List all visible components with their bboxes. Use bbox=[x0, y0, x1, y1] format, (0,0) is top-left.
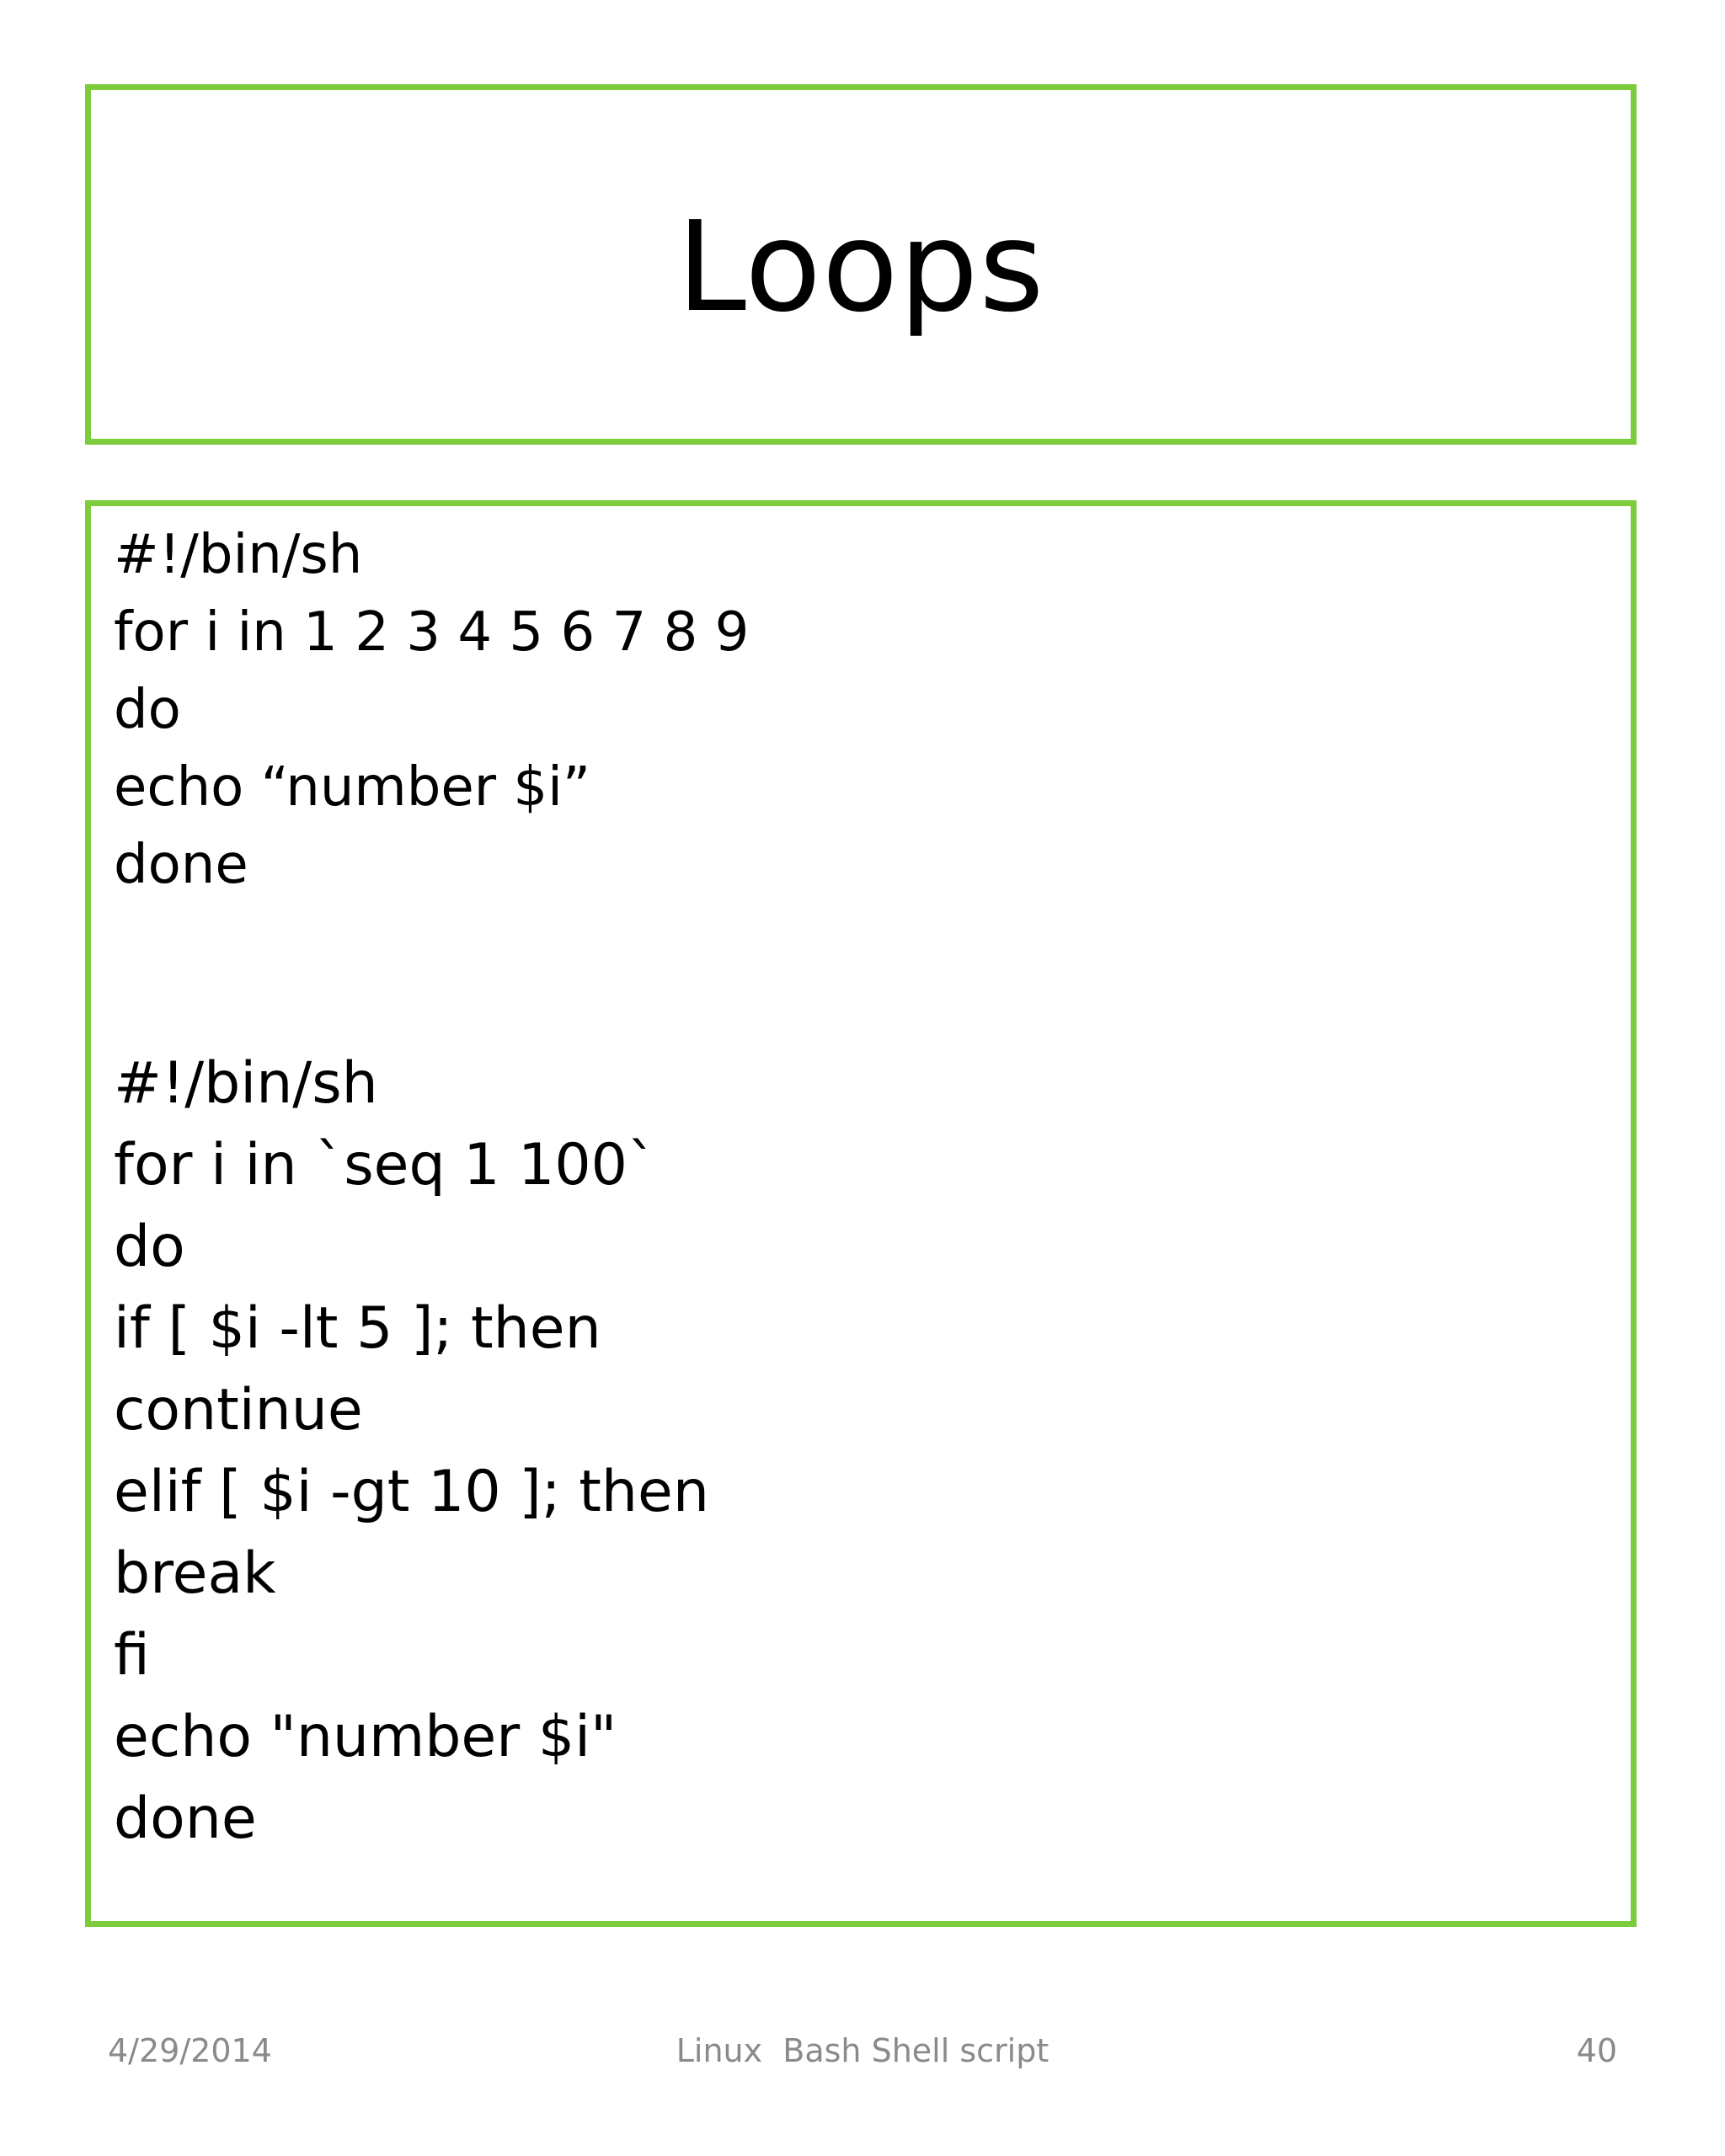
code-line: echo "number $i" bbox=[114, 1704, 617, 1770]
code-line: elif [ $i -gt 10 ]; then bbox=[114, 1459, 709, 1525]
footer-title: Linux Bash Shell script bbox=[676, 2032, 1049, 2069]
code-line: done bbox=[114, 834, 248, 896]
code-line: for i in `seq 1 100` bbox=[114, 1132, 656, 1198]
code-line: echo “number $i” bbox=[114, 756, 591, 819]
code-line: continue bbox=[114, 1377, 363, 1444]
code-line: for i in 1 2 3 4 5 6 7 8 9 bbox=[114, 601, 750, 664]
code-line: done bbox=[114, 1785, 257, 1852]
footer-page-number: 40 bbox=[1576, 2032, 1617, 2069]
code-line: if [ $i -lt 5 ]; then bbox=[114, 1295, 601, 1362]
title-frame bbox=[85, 84, 1637, 445]
code-frame bbox=[85, 500, 1637, 1927]
code-line: do bbox=[114, 679, 181, 741]
code-line: do bbox=[114, 1214, 185, 1280]
code-line: fi bbox=[114, 1622, 150, 1689]
code-line: #!/bin/sh bbox=[114, 1050, 378, 1117]
code-line: break bbox=[114, 1540, 276, 1607]
slide-title: Loops bbox=[676, 195, 1045, 339]
footer-date: 4/29/2014 bbox=[108, 2032, 272, 2069]
code-line: #!/bin/sh bbox=[114, 524, 363, 586]
